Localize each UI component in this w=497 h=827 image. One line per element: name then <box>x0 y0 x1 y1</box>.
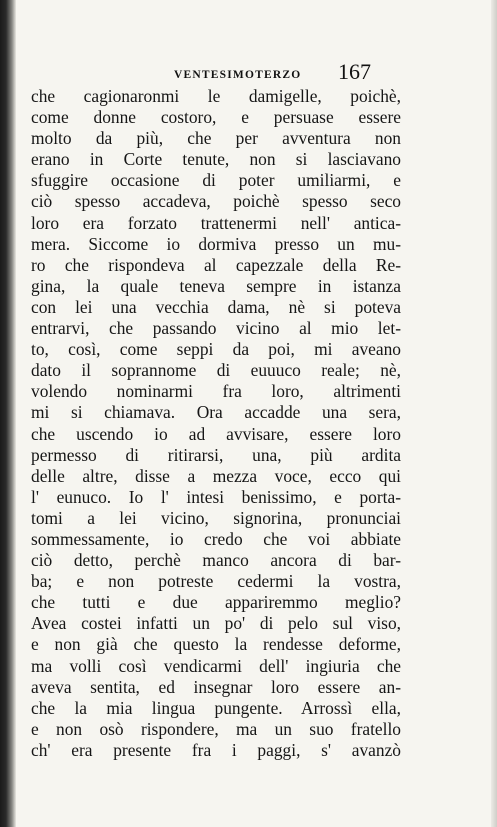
text-line: entrarvi, che passando vicino al mio let- <box>31 318 401 339</box>
text-line: ro che rispondeva al capezzale della Re- <box>31 254 401 275</box>
text-line: ba; e non potreste cedermi la vostra, <box>31 571 401 592</box>
page-header <box>40 59 440 85</box>
text-line: to, così, come seppi da poi, mi aveano <box>31 339 401 360</box>
text-line: che tutti e due appariremmo meglio? <box>31 592 401 613</box>
text-line: sfuggire occasione di poter umiliarmi, e <box>31 170 401 191</box>
text-line: con lei una vecchia dama, nè si poteva <box>31 296 401 317</box>
text-line: volendo nominarmi fra loro, altrimenti <box>31 381 401 402</box>
text-line: mi si chiamava. Ora accadde una sera, <box>31 402 401 423</box>
text-line: come donne costoro, e persuase essere <box>31 107 401 128</box>
body-text <box>31 86 401 761</box>
page-number: 167 <box>338 59 371 84</box>
text-line: erano in Corte tenute, non si lasciavano <box>31 149 401 170</box>
text-line: che la mia lingua pungente. Arrossì ella, <box>31 697 401 718</box>
page-edge <box>491 0 497 827</box>
text-line: sommessamente, io credo che voi abbiate <box>31 528 401 549</box>
text-line: mera. Siccome io dormiva presso un mu- <box>31 233 401 254</box>
text-line: l' eunuco. Io l' intesi benissimo, e porta- <box>31 486 401 507</box>
text-line: che cagionaronmi le damigelle, poichè, <box>31 86 401 106</box>
text-line: molto da più, che per avventura non <box>31 128 401 149</box>
text-line: che uscendo io ad avvisare, essere loro <box>31 423 401 444</box>
binding-gutter <box>0 0 16 827</box>
text-line: delle altre, disse a mezza voce, ecco qui <box>31 465 401 486</box>
text-line: gina, la quale teneva sempre in istanza <box>31 275 401 296</box>
text-line: ciò detto, perchè manco ancora di bar- <box>31 550 401 571</box>
text-line: e non già che questo la rendesse deforme, <box>31 634 401 655</box>
text-line: ma volli così vendicarmi dell' ingiuria che <box>31 655 401 676</box>
text-line: tomi a lei vicino, signorina, pronunciai <box>31 507 401 528</box>
running-head: VENTESIMOTERZO <box>174 69 302 81</box>
text-line: permesso di ritirarsi, una, più ardita <box>31 444 401 465</box>
text-line: e non osò rispondere, ma un suo fratello <box>31 718 401 739</box>
text-line: Avea costei infatti un po' di pelo sul viso, <box>31 613 401 634</box>
text-line: dato il soprannome di euuuco reale; nè, <box>31 360 401 381</box>
text-line: ch' era presente fra i paggi, s' avanzò <box>31 739 401 760</box>
text-line: ciò spesso accadeva, poichè spesso seco <box>31 191 401 212</box>
text-line: loro era forzato trattenermi nell' anticа- <box>31 212 401 233</box>
text-line: aveva sentita, ed insegnar loro essere an- <box>31 676 401 697</box>
